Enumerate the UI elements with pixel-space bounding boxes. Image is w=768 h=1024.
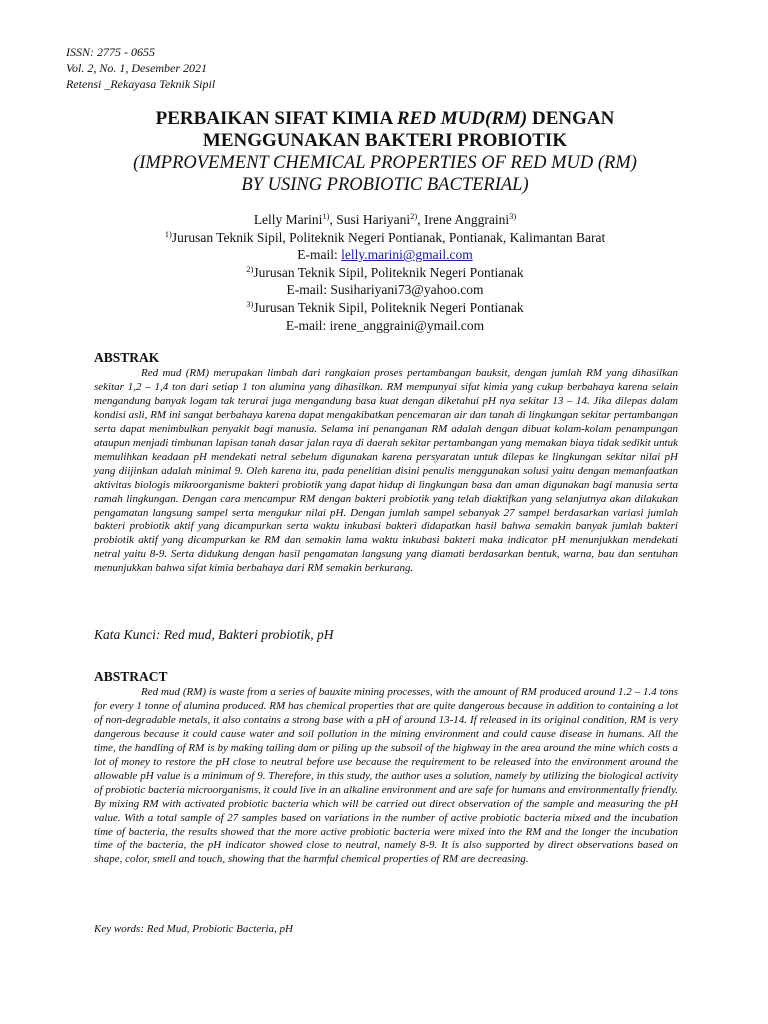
email-2: E-mail: Susihariyani73@yahoo.com bbox=[286, 282, 484, 298]
email-1-link[interactable]: lelly.marini@gmail.com bbox=[341, 247, 473, 263]
journal-header bbox=[66, 44, 215, 92]
abstrak-section bbox=[94, 350, 678, 576]
affiliation-1: $^{1)}$Jurusan Teknik Sipil, Politeknik Negeri Pontianak, Pontianak, Kalimantan Barat bbox=[164, 228, 606, 245]
email-1: E-mail: lelly.marini@gmail.com bbox=[297, 247, 473, 263]
keywords bbox=[94, 922, 678, 936]
paper-title bbox=[70, 108, 700, 196]
journal-name: Retensi _Rekayasa Teknik Sipil bbox=[66, 77, 216, 91]
author-block bbox=[70, 211, 700, 334]
affiliation-3: $^{3)}$Jurusan Teknik Sipil, Politeknik Negeri Pontianak bbox=[246, 298, 524, 315]
abstrak-text: Red mud (RM) merupakan limbah dari rangkaian proses pertambangan bauksit, dengan jumlah RM yang dihasilkan sekitar 1,2 – 1,4 ton dari setiap 1 ton alumina yang dihasilkan. RM mempunyai sifat kimia yang cukup berbahaya karena selain mengandung banyak logam tak terurai juga mengandung basa kuat dengan diketahui pH nya sekitar 13 – 14. Jika dilepas dalam kondisi asli, RM ini sangat berbahaya karena dapat mengakibatkan pencemaran air dan tanah di lingkungan sekitar pertambangan serta dapat menimbulkan penyakit bagi manusia. Selama ini penanganan RM adalah dengan dibuat kolam-kolam penampungan ataupun menjadi timbunan lapisan tanah dasar jalan raya di daerah sekitar pertambangan yang memakan biaya tidak sedikit untuk memulihkan keadaan pH mendekati netral sebelum digunakan karena persyaratan untuk dilepas ke lingkungan sekitar nilai pH yang diijinkan adalah minimal 9. Oleh karena itu, pada penelitian disini penulis menggunakan solusi yaitu dengan memanfaatkan aktivitas biologis mikroorganisme bakteri probiotik yang dapat hidup di lingkungan basa dan aman digunakan bagi manusia serta ramah lingkungan. Dengan cara mencampur RM dengan bakteri probiotik yang telah diaktifkan yang selanjutnya akan dilakukan pengamatan langsung sampel serta mengukur nilai pH. Dengan jumlah sampel sebanyak 27 sampel berdasarkan variasi jumlah bakteri probiotik aktif yang dicampurkan serta waktu inkubasi bakteri didapatkan hasil bahwa semakin banyak jumlah bakteri probiotik aktif yang dicampurkan ke RM dan semakin lama waktu inkubasi bakteri maka indicator pH menunjukkan mendekati netral yaitu 8-9. Serta didukung dengan hasil pengamatan langsung yang diamati berdasarkan bentuk, warna, bau dan sentuhan menunjukkan bahwa sifat kimia berbahaya dari RM semakin berkurang. bbox=[94, 367, 678, 575]
email-3: E-mail: irene_anggraini@ymail.com bbox=[285, 317, 485, 333]
abstrak-heading: ABSTRAK bbox=[94, 350, 160, 365]
volume-text: Vol. 2, No. 1, Desember 2021 bbox=[66, 61, 207, 75]
kata-kunci-text: Kata Kunci: Red mud, Bakteri probiotik, pH bbox=[94, 627, 334, 642]
issn-text: ISSN: 2775 - 0655 bbox=[66, 45, 155, 59]
author-names: Lelly Marini$^{1)}$, Susi Hariyani$^{2)}$, Irene Anggraini$^{3)}$ bbox=[253, 211, 517, 227]
abstract-heading: ABSTRACT bbox=[94, 669, 168, 684]
affiliation-2: $^{2)}$Jurusan Teknik Sipil, Politeknik Negeri Pontianak bbox=[246, 263, 524, 280]
title-indonesian-line2: MENGGUNAKAN BAKTERI PROBIOTIK bbox=[202, 130, 568, 151]
abstract-text: Red mud (RM) is waste from a series of bauxite mining processes, with the amount of RM produced around 1.2 – 1.4 tons for every 1 tonne of alumina produced. RM has chemical properties that are quite dangerous because in addition to containing a lot of non-degradable metals, it also contains a strong base with a pH of around 13-14. If released in its original condition, RM is very dangerous because it could cause water and soil pollution in the mining environment and could cause disease in humans. All the time, the handling of RM is by making tailing dam or piling up the subsoil of the highway in the area around the mine which costs a lot of money to restore the pH close to neutral before use because the requirement to be released into the environment around the allowable pH value is a minimum of 9. Therefore, in this study, the author uses a solution, namely by utilizing the biological activity of probiotic bacteria microorganisms, it could live in an alkaline environment and are safe for humans and environmentally friendly. By mixing RM with activated probiotic bacteria which will be carried out direct observation of the sample and measuring the pH value. With a total sample of 27 samples based on variations in the number of active probiotic bacteria mixed and the incubation time of bacteria, the results showed that the more active probiotic bacteria were mixed into the RM and the longer the incubation time of the bacteria, the pH indicator showed close to neutral, namely 8-9. It is also supported by direct observations based on shape, color, smell and touch, showing that the harmful chemical properties of RM are decreasing. bbox=[94, 686, 678, 866]
keywords-text: Key words: Red Mud, Probiotic Bacteria, pH bbox=[94, 923, 293, 935]
kata-kunci bbox=[94, 627, 678, 643]
abstract-section bbox=[94, 669, 678, 867]
title-indonesian-line1: PERBAIKAN SIFAT KIMIA RED MUD(RM) DENGAN bbox=[155, 108, 615, 129]
title-english-line1: (IMPROVEMENT CHEMICAL PROPERTIES OF RED MUD (RM) bbox=[133, 153, 637, 173]
title-english-line2: BY USING PROBIOTIC BACTERIAL) bbox=[241, 175, 529, 195]
